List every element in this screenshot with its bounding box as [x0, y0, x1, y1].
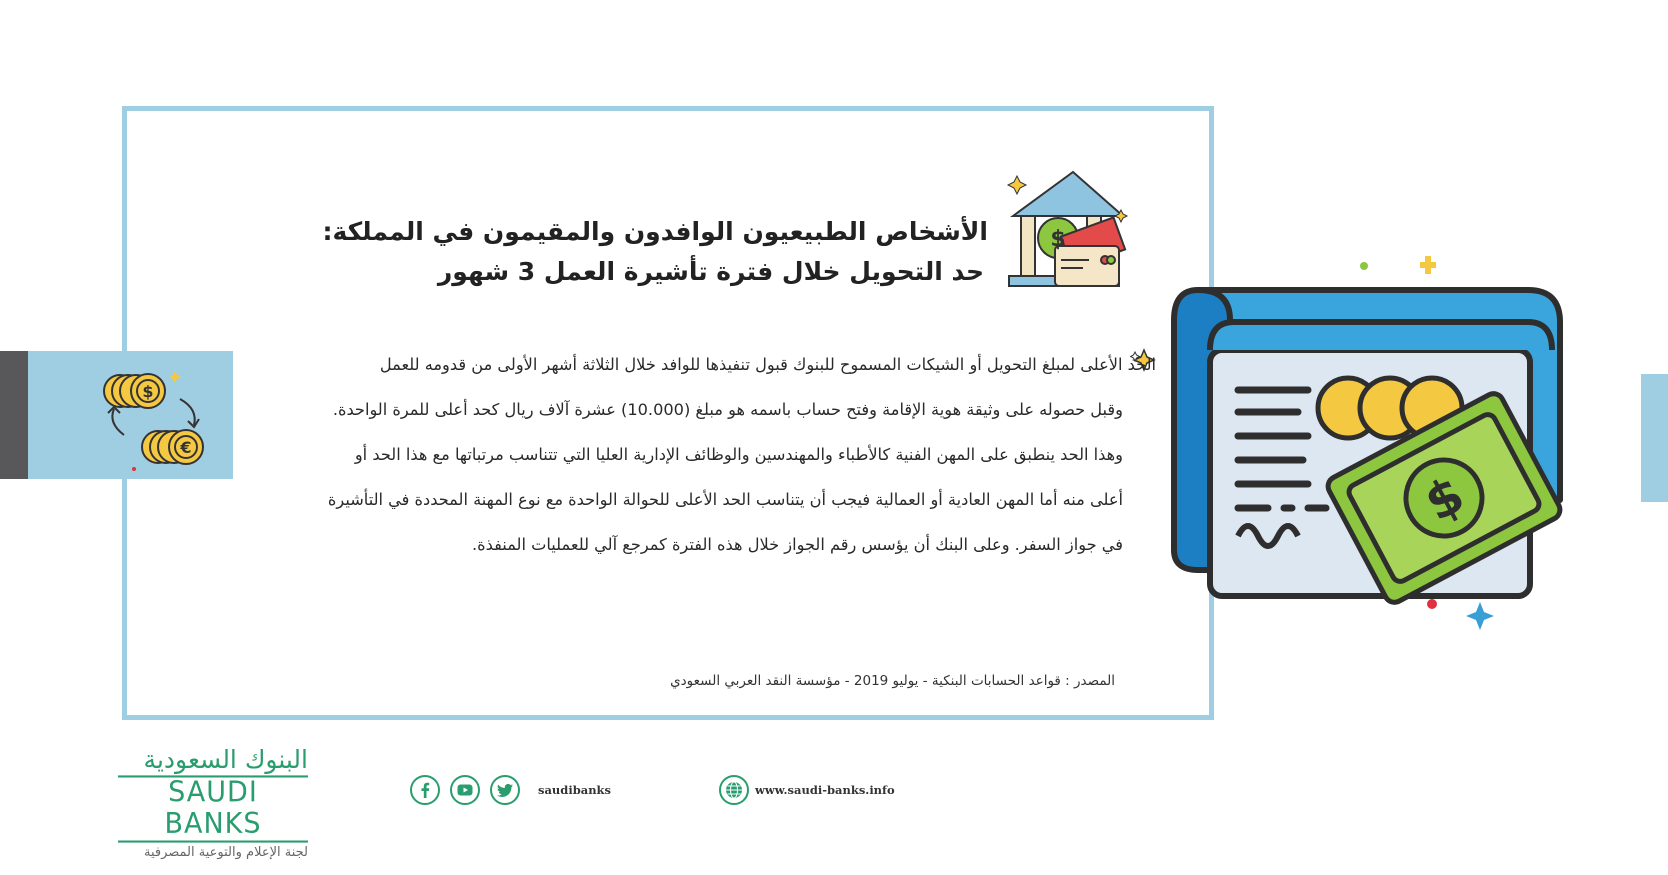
money-scroll-illustration — [1168, 240, 1568, 630]
globe-icon — [719, 775, 749, 805]
social-links — [410, 775, 611, 805]
svg-text:$: $ — [1050, 227, 1066, 252]
left-accent-band — [0, 351, 233, 479]
saudi-banks-logo — [118, 745, 308, 863]
twitter-icon[interactable] — [490, 775, 520, 805]
facebook-icon[interactable] — [410, 775, 440, 805]
page-title — [322, 212, 988, 292]
youtube-icon[interactable] — [450, 775, 480, 805]
bank-card-icon — [1005, 168, 1135, 298]
svg-text:$: $ — [142, 382, 154, 401]
body-line: وقبل حصوله على وثيقة هوية الإقامة وفتح حساب باسمه هو مبلغ (10.000) عشرة آلاف ريال كحد أعلى للمرة الواحدة. — [332, 400, 1123, 419]
title-line-1: الأشخاص الطبيعيون الوافدون والمقيمون في المملكة: — [322, 217, 988, 246]
title-line-2: حد التحويل خلال فترة تأشيرة العمل 3 شهور — [437, 257, 984, 286]
logo-english: SAUDI BANKS — [118, 775, 308, 842]
left-dark-strip — [0, 351, 28, 479]
body-line: أعلى منه أما المهن العادية أو العمالية فيجب أن يتناسب الحد الأعلى للحوالة الواحدة مع نوع المهنة المحددة في التأشيرة — [327, 490, 1123, 509]
svg-text:€: € — [180, 438, 192, 457]
source-note: المصدر : قواعد الحسابات البنكية - يوليو 2019 - مؤسسة النقد العربي السعودي — [670, 673, 1115, 689]
body-line: الحد الأعلى لمبلغ التحويل أو الشيكات المسموح للبنوك قبول تنفيذها للوافد خلال الثلاثة أشهر الأولى من قدومه للعمل — [379, 355, 1156, 374]
body-text — [203, 342, 1156, 567]
body-line: وهذا الحد ينطبق على المهن الفنية كالأطباء والمهندسين والوظائف الإدارية العليا التي تتناسب مرتباتها مع هذا الحد أو — [354, 445, 1123, 464]
social-handle[interactable]: saudibanks — [538, 783, 611, 797]
logo-subtitle: لجنة الإعلام والتوعية المصرفية — [143, 845, 308, 860]
right-accent-tab — [1641, 374, 1668, 502]
svg-text:$: $ — [1415, 465, 1474, 533]
body-line: في جواز السفر. وعلى البنك أن يؤسس رقم الجواز خلال هذه الفترة كمرجع آلي للعمليات المنفذة. — [472, 535, 1123, 554]
logo-arabic: البنوك السعودية — [143, 745, 308, 774]
website-link[interactable] — [719, 775, 895, 805]
website-url[interactable]: www.saudi-banks.info — [755, 783, 895, 797]
